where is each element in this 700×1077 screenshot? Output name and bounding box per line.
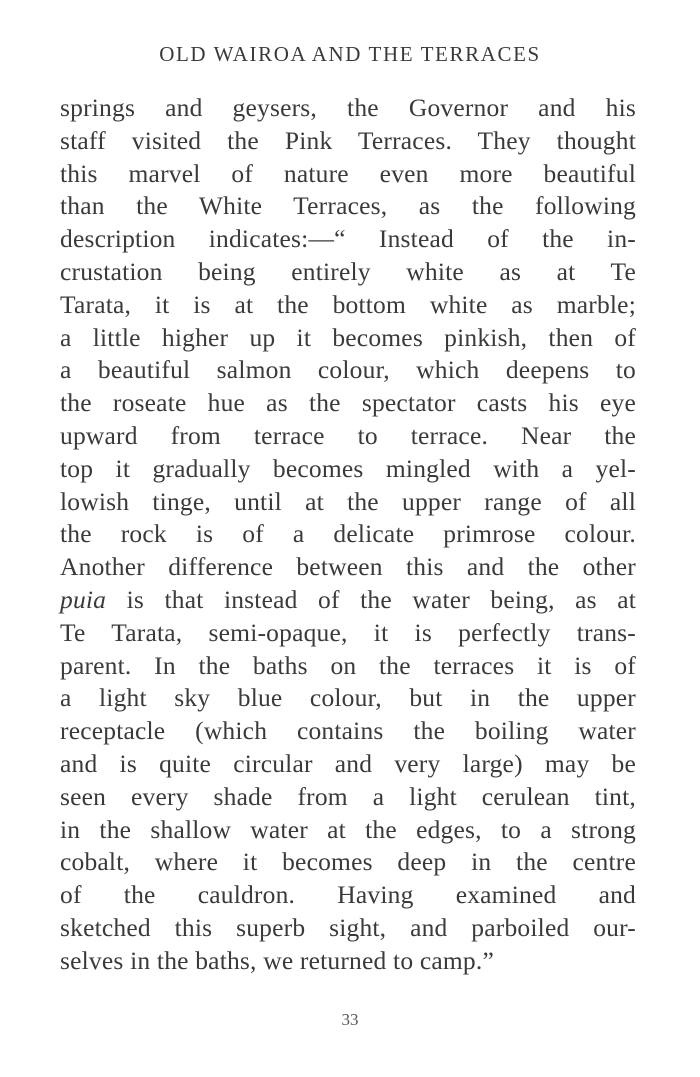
text-line: upward from terrace to terrace. Near the [60, 420, 636, 450]
text-line-italic-word [60, 584, 636, 617]
text-line: this marvel of nature even more beautiful [60, 158, 636, 188]
text-line: a beautiful salmon colour, which deepens to [60, 355, 636, 385]
text-line: staff visited the Pink Terraces. They thought [60, 125, 636, 155]
text-line: the roseate hue as the spectator casts his eye [60, 388, 636, 418]
text-line: description indicates:—“ Instead of the in- [60, 224, 636, 254]
body-text [60, 92, 636, 978]
line-remainder: is that instead of the water being, as at [106, 584, 636, 614]
text-line: and is quite circular and very large) may be [60, 748, 636, 778]
text-line-last: selves in the baths, we returned to camp.” [60, 945, 494, 975]
text-line: receptacle (which contains the boiling water [60, 716, 636, 746]
text-line: parent. In the baths on the terraces it is of [60, 650, 636, 680]
text-line: than the White Terraces, as the following [60, 191, 636, 221]
text-line: a light sky blue colour, but in the upper [60, 683, 636, 713]
text-line: in the shallow water at the edges, to a strong [60, 814, 636, 844]
text-line: sketched this superb sight, and parboiled our- [60, 912, 636, 942]
text-line: Te Tarata, semi-opaque, it is perfectly trans- [60, 617, 636, 647]
text-line: crustation being entirely white as at Te [60, 256, 636, 286]
running-head: OLD WAIROA AND THE TERRACES [159, 42, 541, 66]
text-line: Tarata, it is at the bottom white as marble; [60, 289, 636, 319]
text-line: springs and geysers, the Governor and his [60, 93, 636, 122]
text-line: cobalt, where it becomes deep in the centre [60, 847, 636, 877]
text-line: the rock is of a delicate primrose colour. [60, 519, 636, 549]
text-line: of the cauldron. Having examined and [60, 880, 636, 910]
text-line: Another difference between this and the other [60, 552, 636, 582]
page-number: 33 [341, 1010, 359, 1029]
text-line: top it gradually becomes mingled with a yel- [60, 453, 636, 483]
text-line: lowish tinge, until at the upper range of all [60, 486, 636, 516]
text-line: seen every shade from a light cerulean tint, [60, 781, 636, 811]
italic-word: puia [60, 584, 107, 614]
text-line: a little higher up it becomes pinkish, then of [60, 322, 636, 352]
